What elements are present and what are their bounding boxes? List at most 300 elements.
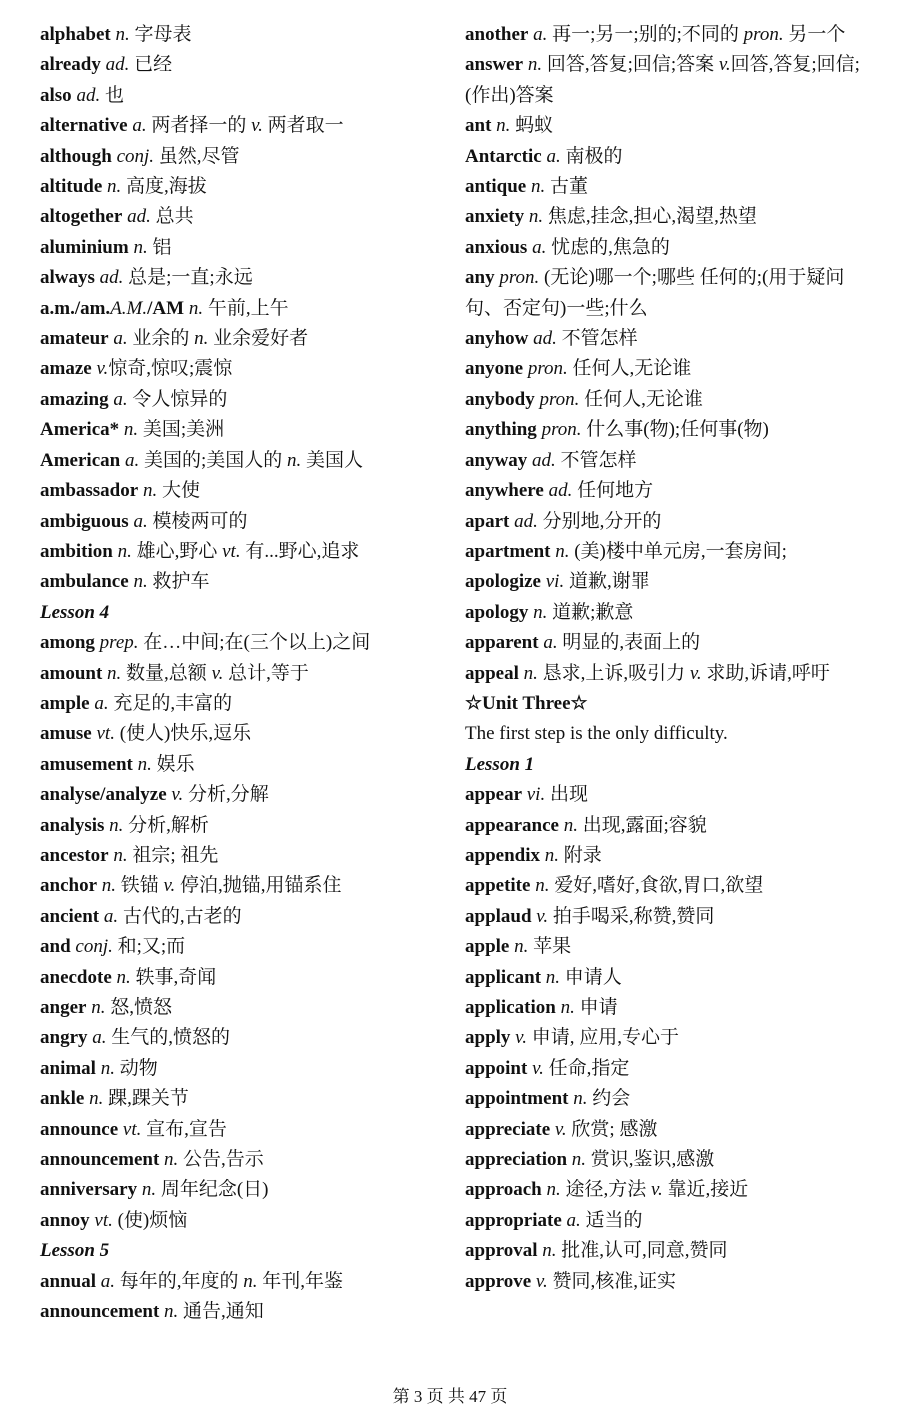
headword: among bbox=[40, 632, 95, 654]
vocab-entry bbox=[465, 446, 865, 476]
headword: Antarctic bbox=[465, 145, 542, 167]
part-of-speech: a. bbox=[541, 145, 561, 167]
headword: annual bbox=[40, 1270, 96, 1292]
vocab-entry bbox=[40, 1206, 440, 1236]
vocab-entry bbox=[40, 719, 440, 749]
definition: 在…中间;在(三个以上)之间 bbox=[138, 632, 371, 654]
headword: announcement bbox=[40, 1301, 160, 1323]
part-of-speech: ad. bbox=[94, 267, 124, 289]
part-of-speech: n. bbox=[86, 997, 106, 1018]
part-of-speech: n. bbox=[286, 449, 302, 471]
headword: /AM bbox=[147, 297, 185, 319]
part-of-speech: n. bbox=[555, 997, 575, 1018]
definition: 约会 bbox=[587, 1088, 631, 1110]
definition: 祖宗; 祖先 bbox=[127, 844, 219, 866]
definition: 雄心,野心 bbox=[131, 540, 223, 562]
vocab-entry bbox=[40, 446, 440, 476]
lesson-heading: Lesson 5 bbox=[40, 1240, 110, 1262]
definition: 焦虑,挂念,担心,渴望,热望 bbox=[543, 206, 757, 228]
part-of-speech: n. bbox=[159, 1301, 179, 1323]
headword: amusement bbox=[40, 753, 133, 775]
part-of-speech: vi. bbox=[541, 571, 565, 593]
vocab-entry bbox=[465, 811, 865, 841]
part-of-speech: n. bbox=[128, 571, 148, 593]
headword: another bbox=[465, 24, 529, 45]
definition: 总共 bbox=[150, 206, 194, 228]
vocab-entry bbox=[465, 1206, 865, 1236]
definition: 分析,解析 bbox=[123, 814, 209, 836]
definition: 动物 bbox=[114, 1057, 158, 1079]
vocab-entry bbox=[40, 20, 440, 50]
definition: 蚂蚁 bbox=[510, 115, 554, 137]
headword: application bbox=[465, 997, 556, 1018]
headword: amuse bbox=[40, 723, 92, 745]
vocab-entry bbox=[465, 1115, 865, 1145]
definition: 字母表 bbox=[129, 24, 192, 45]
vocab-entry bbox=[465, 963, 865, 993]
part-of-speech: n. bbox=[159, 1149, 179, 1171]
definition: 忧虑的,焦急的 bbox=[546, 236, 670, 258]
lesson-heading: Lesson 4 bbox=[40, 601, 110, 623]
part-of-speech: n. bbox=[509, 936, 529, 958]
definition: 途径,方法 bbox=[560, 1179, 651, 1201]
part-of-speech: a. bbox=[108, 388, 128, 410]
part-of-speech: n. bbox=[111, 966, 131, 988]
part-of-speech: n. bbox=[526, 176, 546, 198]
unit-heading: ☆Unit Three☆ bbox=[465, 692, 588, 714]
part-of-speech: pron. bbox=[494, 267, 540, 289]
definition: 求助,诉请,呼吁 bbox=[701, 662, 830, 684]
vocab-entry bbox=[40, 385, 440, 415]
definition: 分析,分解 bbox=[183, 784, 269, 806]
headword: approval bbox=[465, 1240, 538, 1262]
part-of-speech: conj. bbox=[70, 936, 113, 958]
definition: 任命,指定 bbox=[543, 1057, 630, 1079]
headword: answer bbox=[465, 54, 524, 76]
part-of-speech: n. bbox=[524, 206, 544, 228]
headword: America* bbox=[40, 419, 120, 441]
vocab-entry bbox=[465, 1054, 865, 1084]
definition: 赞同,核准,证实 bbox=[547, 1270, 676, 1292]
definition: 道歉,谢罪 bbox=[564, 571, 650, 593]
page-footer: 第 3 页 共 47 页 bbox=[392, 1387, 508, 1406]
part-of-speech: a. bbox=[95, 1270, 115, 1292]
definition: 申请人 bbox=[560, 966, 622, 988]
vocab-entry bbox=[465, 567, 865, 597]
headword: anxiety bbox=[465, 206, 525, 228]
headword: anyway bbox=[465, 449, 528, 471]
headword: anywhere bbox=[465, 480, 544, 502]
headword: anchor bbox=[40, 875, 97, 897]
part-of-speech: n. bbox=[102, 662, 122, 684]
definition: 欣赏; 感激 bbox=[566, 1118, 658, 1140]
definition: 不管怎样 bbox=[556, 328, 638, 350]
definition: 拍手喝采,称赞,赞同 bbox=[548, 905, 715, 927]
vocab-entry bbox=[465, 598, 865, 628]
vocab-entry bbox=[465, 324, 865, 354]
definition: 每年的,年度的 bbox=[114, 1270, 244, 1292]
headword: appearance bbox=[465, 814, 559, 836]
part-of-speech: n. bbox=[528, 601, 548, 623]
headword: anger bbox=[40, 997, 87, 1018]
headword: ancestor bbox=[40, 844, 109, 866]
headword: also bbox=[40, 84, 72, 106]
headword: aluminium bbox=[40, 236, 129, 258]
part-of-speech: ad. bbox=[543, 480, 573, 502]
part-of-speech: v. bbox=[91, 358, 109, 380]
headword: and bbox=[40, 936, 71, 958]
headword: analysis bbox=[40, 814, 105, 836]
part-of-speech: n. bbox=[119, 419, 139, 441]
headword: amaze bbox=[40, 358, 92, 380]
part-of-speech: n. bbox=[558, 814, 578, 836]
headword: ant bbox=[465, 115, 492, 137]
part-of-speech: n. bbox=[97, 875, 116, 897]
definition: 出现 bbox=[545, 784, 588, 806]
definition: 申请, 应用,专心于 bbox=[526, 1027, 679, 1049]
part-of-speech: n. bbox=[84, 1088, 104, 1110]
right-column bbox=[465, 20, 865, 1297]
definition: (无论)哪一个;哪些 任何的;(用于疑问句、否定句)一些;什么 bbox=[465, 267, 845, 319]
definition: 总是;一直;永远 bbox=[123, 267, 253, 289]
headword: apartment bbox=[465, 540, 551, 562]
vocab-entry bbox=[40, 202, 440, 232]
vocab-entry bbox=[465, 780, 865, 810]
definition: 周年纪念(日) bbox=[156, 1179, 269, 1201]
headword: appeal bbox=[465, 662, 519, 684]
part-of-speech: v. bbox=[510, 1027, 527, 1049]
part-of-speech: n. bbox=[539, 844, 559, 866]
headword: ample bbox=[40, 692, 90, 714]
headword: already bbox=[40, 54, 101, 76]
vocab-entry bbox=[465, 385, 865, 415]
headword: apology bbox=[465, 601, 529, 623]
vocab-entry bbox=[465, 507, 865, 537]
vocab-entry bbox=[465, 841, 865, 871]
definition: 铝 bbox=[147, 236, 172, 258]
part-of-speech: n. bbox=[112, 540, 132, 562]
vocab-entry bbox=[40, 811, 440, 841]
headword: amazing bbox=[40, 388, 109, 410]
part-of-speech: n. bbox=[518, 662, 538, 684]
definition: 铁锚 bbox=[116, 875, 164, 897]
definition: 有...野心,追求 bbox=[240, 540, 360, 562]
vocab-entry bbox=[465, 659, 865, 689]
vocab-entry bbox=[40, 1175, 440, 1205]
vocab-entry bbox=[40, 476, 440, 506]
vocab-entry bbox=[40, 1145, 440, 1175]
headword: always bbox=[40, 267, 95, 289]
part-of-speech: ad. bbox=[100, 54, 130, 76]
definition: 适当的 bbox=[580, 1209, 643, 1231]
definition: 任何人,无论谁 bbox=[567, 358, 692, 380]
definition: 公告,告示 bbox=[178, 1149, 264, 1171]
headword: ambiguous bbox=[40, 510, 129, 532]
part-of-speech: a. bbox=[527, 236, 547, 258]
definition: 出现,露面;容貌 bbox=[577, 814, 707, 836]
vocab-entry bbox=[40, 172, 440, 202]
definition: (使)烦恼 bbox=[112, 1209, 188, 1231]
definition: 道歉;歉意 bbox=[547, 601, 634, 623]
vocab-entry bbox=[465, 50, 865, 111]
part-of-speech: vt. bbox=[222, 540, 241, 562]
part-of-speech: n. bbox=[128, 236, 148, 258]
headword: anything bbox=[465, 419, 537, 441]
part-of-speech: a. bbox=[120, 449, 140, 471]
part-of-speech: conj. bbox=[111, 145, 155, 167]
vocab-entry bbox=[465, 415, 865, 445]
vocab-entry bbox=[465, 902, 865, 932]
left-column bbox=[40, 20, 440, 1327]
headword: ancient bbox=[40, 905, 100, 927]
vocab-entry bbox=[40, 81, 440, 111]
definition: (美)楼中单元房,一套房间; bbox=[569, 540, 787, 562]
part-of-speech: vt. bbox=[118, 1118, 142, 1140]
part-of-speech: v. bbox=[531, 905, 549, 927]
headword: applicant bbox=[465, 966, 542, 988]
definition: 怒,愤怒 bbox=[105, 997, 172, 1018]
definition: 生气的,愤怒的 bbox=[106, 1027, 231, 1049]
part-of-speech: v. bbox=[550, 1118, 567, 1140]
part-of-speech: n. bbox=[541, 966, 561, 988]
headword: appendix bbox=[465, 844, 540, 866]
headword: appreciation bbox=[465, 1149, 568, 1171]
vocab-entry bbox=[40, 537, 440, 567]
headword: ankle bbox=[40, 1088, 85, 1110]
definition: 靠近,接近 bbox=[662, 1179, 749, 1201]
part-of-speech: a. bbox=[87, 1027, 107, 1049]
part-of-speech: a. bbox=[128, 510, 148, 532]
definition: 另一个 bbox=[783, 24, 846, 45]
definition: 两者择一的 bbox=[146, 115, 252, 137]
headword: appoint bbox=[465, 1057, 528, 1079]
part-of-speech: n. bbox=[108, 844, 128, 866]
headword: apologize bbox=[465, 571, 541, 593]
vocab-entry bbox=[40, 750, 440, 780]
vocab-entry bbox=[40, 1054, 440, 1084]
definition: 回答,答复;回信;答案 bbox=[542, 54, 719, 76]
part-of-speech: ad. bbox=[71, 84, 101, 106]
definition: 也 bbox=[100, 84, 124, 106]
part-of-speech: v. bbox=[251, 115, 263, 137]
definition: 赏识,鉴识,感激 bbox=[586, 1149, 715, 1171]
definition: 午前,上午 bbox=[203, 297, 289, 319]
headword: antique bbox=[465, 176, 527, 198]
vocab-entry bbox=[465, 993, 865, 1023]
definition: 年刊,年鉴 bbox=[257, 1270, 344, 1292]
vocab-entry bbox=[40, 1023, 440, 1053]
definition: 恳求,上诉,吸引力 bbox=[537, 662, 690, 684]
headword: altogether bbox=[40, 206, 123, 228]
vocab-entry bbox=[40, 324, 440, 354]
part-of-speech: a. bbox=[127, 115, 147, 137]
definition: 再一;另一;别的;不同的 bbox=[547, 24, 744, 45]
vocab-entry bbox=[465, 628, 865, 658]
headword: American bbox=[40, 449, 121, 471]
vocab-entry bbox=[465, 932, 865, 962]
part-of-speech: n. bbox=[138, 480, 158, 502]
vocab-entry bbox=[465, 1145, 865, 1175]
definition: 申请 bbox=[574, 997, 618, 1018]
part-of-speech: n. bbox=[568, 1088, 588, 1110]
vocab-entry bbox=[40, 111, 440, 141]
definition: 救护车 bbox=[147, 571, 210, 593]
headword: appetite bbox=[465, 875, 531, 897]
part-of-speech: vt. bbox=[89, 1209, 113, 1231]
vocab-entry bbox=[40, 233, 440, 263]
vocab-entry bbox=[465, 202, 865, 232]
part-of-speech: v. bbox=[166, 784, 184, 806]
vocab-entry bbox=[40, 993, 440, 1023]
vocab-entry bbox=[465, 263, 865, 324]
definition: 任何地方 bbox=[572, 480, 654, 502]
vocab-entry bbox=[40, 50, 440, 80]
vocab-entry bbox=[465, 354, 865, 384]
definition: 业余的 bbox=[127, 328, 195, 350]
part-of-speech: n. bbox=[523, 54, 543, 76]
headword: announce bbox=[40, 1118, 119, 1140]
part-of-speech: a. bbox=[89, 692, 109, 714]
definition: 大使 bbox=[157, 480, 200, 502]
part-of-speech: vi. bbox=[522, 784, 546, 806]
vocab-entry bbox=[465, 537, 865, 567]
definition: 回答,答复;回信;(作出)答案 bbox=[465, 54, 860, 106]
part-of-speech: ad. bbox=[528, 328, 557, 350]
part-of-speech: a. bbox=[561, 1209, 581, 1231]
headword: anyone bbox=[465, 358, 524, 380]
part-of-speech: n. bbox=[530, 875, 550, 897]
definition: 南极的 bbox=[560, 145, 623, 167]
headword: angry bbox=[40, 1027, 88, 1049]
vocab-entry bbox=[40, 963, 440, 993]
definition: 什么事(物);任何事(物) bbox=[581, 419, 769, 441]
definition: 和;又;而 bbox=[112, 936, 186, 958]
vocab-entry bbox=[40, 507, 440, 537]
part-of-speech: A.M. bbox=[110, 297, 148, 319]
headword: amount bbox=[40, 662, 103, 684]
vocab-entry bbox=[40, 780, 440, 810]
definition: 不管怎样 bbox=[555, 449, 637, 471]
vocab-entry bbox=[465, 233, 865, 263]
part-of-speech: a. bbox=[528, 24, 548, 45]
vocab-entry bbox=[40, 354, 440, 384]
definition: (使人)快乐,逗乐 bbox=[114, 723, 252, 745]
vocab-entry bbox=[40, 1084, 440, 1114]
definition: 美国人 bbox=[301, 449, 363, 471]
headword: a.m./am. bbox=[40, 297, 111, 319]
definition: 通告,通知 bbox=[178, 1301, 264, 1323]
part-of-speech: pron. bbox=[523, 358, 568, 380]
headword: any bbox=[465, 267, 495, 289]
motto-text: The first step is the only difficulty. bbox=[465, 723, 728, 745]
definition: 批准,认可,同意,赞同 bbox=[556, 1240, 728, 1262]
vocab-entry bbox=[40, 871, 440, 901]
definition: 令人惊异的 bbox=[127, 388, 228, 410]
vocab-entry bbox=[40, 1115, 440, 1145]
vocab-entry bbox=[40, 294, 440, 324]
part-of-speech: n. bbox=[132, 753, 152, 775]
vocab-entry bbox=[465, 20, 865, 50]
part-of-speech: n. bbox=[541, 1179, 561, 1201]
part-of-speech: a. bbox=[538, 632, 558, 654]
vocab-entry bbox=[465, 1267, 865, 1297]
part-of-speech: ad. bbox=[122, 206, 151, 228]
definition: 古董 bbox=[545, 176, 589, 198]
vocab-entry bbox=[465, 871, 865, 901]
definition: 数量,总额 bbox=[121, 662, 212, 684]
headword: appropriate bbox=[465, 1209, 562, 1231]
part-of-speech: v. bbox=[531, 1270, 548, 1292]
part-of-speech: n. bbox=[243, 1270, 258, 1292]
definition: 停泊,抛锚,用锚系住 bbox=[175, 875, 342, 897]
headword: approve bbox=[465, 1270, 532, 1292]
headword: amateur bbox=[40, 328, 109, 350]
headword: apparent bbox=[465, 632, 539, 654]
part-of-speech: prep. bbox=[94, 632, 139, 654]
part-of-speech: n. bbox=[567, 1149, 587, 1171]
part-of-speech: vt. bbox=[91, 723, 115, 745]
headword: annoy bbox=[40, 1209, 90, 1231]
vocab-entry bbox=[40, 1297, 440, 1327]
part-of-speech: v. bbox=[527, 1057, 544, 1079]
headword: alphabet bbox=[40, 24, 111, 45]
part-of-speech: n. bbox=[95, 1057, 115, 1079]
headword: anybody bbox=[465, 388, 535, 410]
vocab-entry bbox=[40, 659, 440, 689]
vocab-entry bbox=[40, 628, 440, 658]
part-of-speech: n. bbox=[110, 24, 130, 45]
part-of-speech: v. bbox=[689, 662, 702, 684]
lesson-heading: Lesson 1 bbox=[465, 753, 535, 775]
headword: anniversary bbox=[40, 1179, 138, 1201]
part-of-speech: v. bbox=[718, 54, 731, 76]
vocab-entry bbox=[40, 263, 440, 293]
headword: anecdote bbox=[40, 966, 112, 988]
definition: 任何人,无论谁 bbox=[579, 388, 703, 410]
part-of-speech: pron. bbox=[743, 24, 784, 45]
definition: 充足的,丰富的 bbox=[108, 692, 233, 714]
definition: 美国的;美国人的 bbox=[139, 449, 287, 471]
definition: 娱乐 bbox=[151, 753, 195, 775]
headword: appointment bbox=[465, 1088, 569, 1110]
vocab-entry bbox=[40, 689, 440, 719]
vocab-entry bbox=[465, 1023, 865, 1053]
definition: 高度,海拔 bbox=[121, 176, 207, 198]
vocab-entry bbox=[465, 142, 865, 172]
part-of-speech: a. bbox=[99, 905, 119, 927]
definition: 明显的,表面上的 bbox=[557, 632, 701, 654]
part-of-speech: n. bbox=[550, 540, 570, 562]
part-of-speech: n. bbox=[194, 328, 209, 350]
part-of-speech: pron. bbox=[534, 388, 580, 410]
part-of-speech: a. bbox=[108, 328, 128, 350]
vocab-entry bbox=[465, 172, 865, 202]
headword: animal bbox=[40, 1057, 96, 1079]
headword: anxious bbox=[465, 236, 528, 258]
definition: 模棱两可的 bbox=[147, 510, 248, 532]
vocab-entry bbox=[40, 841, 440, 871]
headword: appear bbox=[465, 784, 522, 806]
headword: apply bbox=[465, 1027, 511, 1049]
definition: 美国;美洲 bbox=[138, 419, 225, 441]
headword: approach bbox=[465, 1179, 542, 1201]
definition: 虽然,尽管 bbox=[154, 145, 240, 167]
part-of-speech: n. bbox=[102, 176, 122, 198]
vocab-entry bbox=[40, 902, 440, 932]
vocab-entry bbox=[465, 111, 865, 141]
headword: anyhow bbox=[465, 328, 529, 350]
part-of-speech: pron. bbox=[536, 419, 582, 441]
